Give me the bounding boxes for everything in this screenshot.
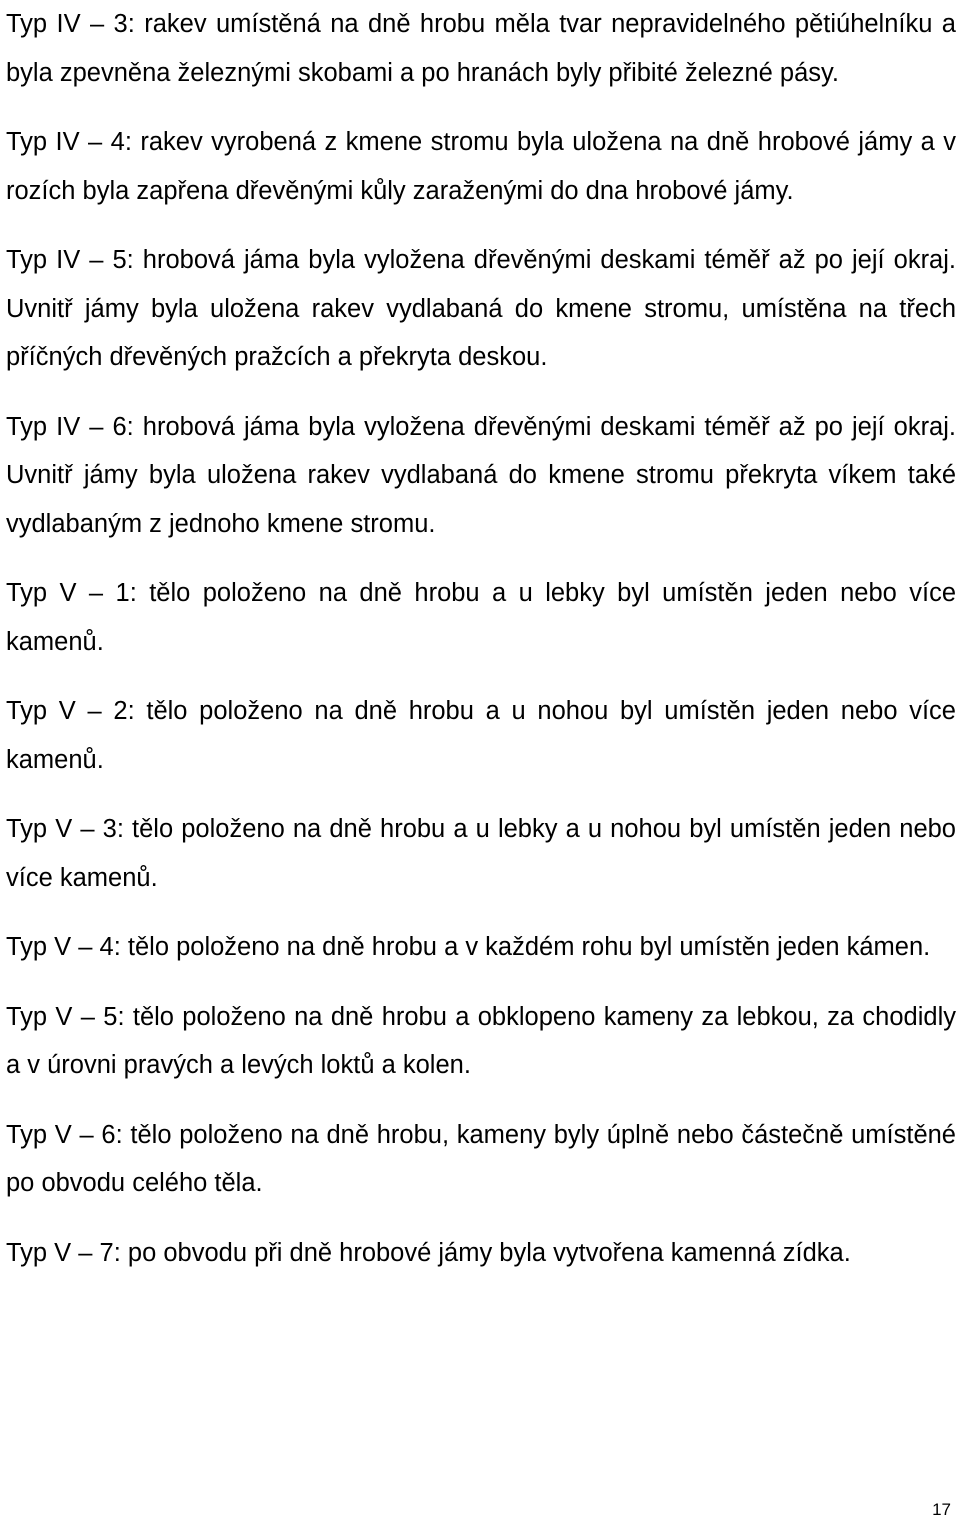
page-number: 17 (932, 1500, 951, 1519)
paragraph-typ-v-1: Typ V – 1: tělo položeno na dně hrobu a u lebky byl umístěn jeden nebo více kamenů. (6, 579, 956, 656)
paragraph-typ-v-6: Typ V – 6: tělo položeno na dně hrobu, kameny byly úplně nebo částečně umístěné po obvodu celého těla. (6, 1120, 956, 1197)
paragraph-typ-iv-5: Typ IV – 5: hrobová jáma byla vyložena dřevěnými deskami téměř až po její okraj. Uvnitř jámy byla uložena rakev vydlabaná do kmene stromu, umístěna na třech příčných dřevěných pražcích a překryta deskou. (6, 246, 956, 371)
paragraph-typ-v-7: Typ V – 7: po obvodu při dně hrobové jámy byla vytvořena kamenná zídka. (6, 1238, 851, 1267)
paragraph-typ-iv-6: Typ IV – 6: hrobová jáma byla vyložena dřevěnými deskami téměř až po její okraj. Uvnitř jámy byla uložena rakev vydlabaná do kmene stromu překryta víkem také vydlabaným z jednoho kmene stromu. (6, 412, 956, 538)
paragraph-typ-v-4: Typ V – 4: tělo položeno na dně hrobu a v každém rohu byl umístěn jeden kámen. (6, 933, 931, 961)
paragraph-typ-v-5: Typ V – 5: tělo položeno na dně hrobu a obklopeno kameny za lebkou, za chodidly a v úrovni pravých a levých loktů a kolen. (6, 1002, 956, 1079)
paragraph-typ-iv-3: Typ IV – 3: rakev umístěná na dně hrobu měla tvar nepravidelného pětiúhelníku a byla zpevněna železnými skobami a po hranách byly přibité železné pásy. (6, 10, 956, 87)
paragraph-typ-v-2: Typ V – 2: tělo položeno na dně hrobu a u nohou byl umístěn jeden nebo více kamenů. (6, 697, 956, 774)
paragraph-typ-v-3: Typ V – 3: tělo položeno na dně hrobu a u lebky a u nohou byl umístěn jeden nebo více kamenů. (6, 815, 956, 892)
document-page (6, 0, 956, 1298)
paragraph-typ-iv-4: Typ IV – 4: rakev vyrobená z kmene stromu byla uložena na dně hrobové jámy a v rozích byla zapřena dřevěnými kůly zaraženými do dna hrobové jámy. (6, 128, 956, 205)
